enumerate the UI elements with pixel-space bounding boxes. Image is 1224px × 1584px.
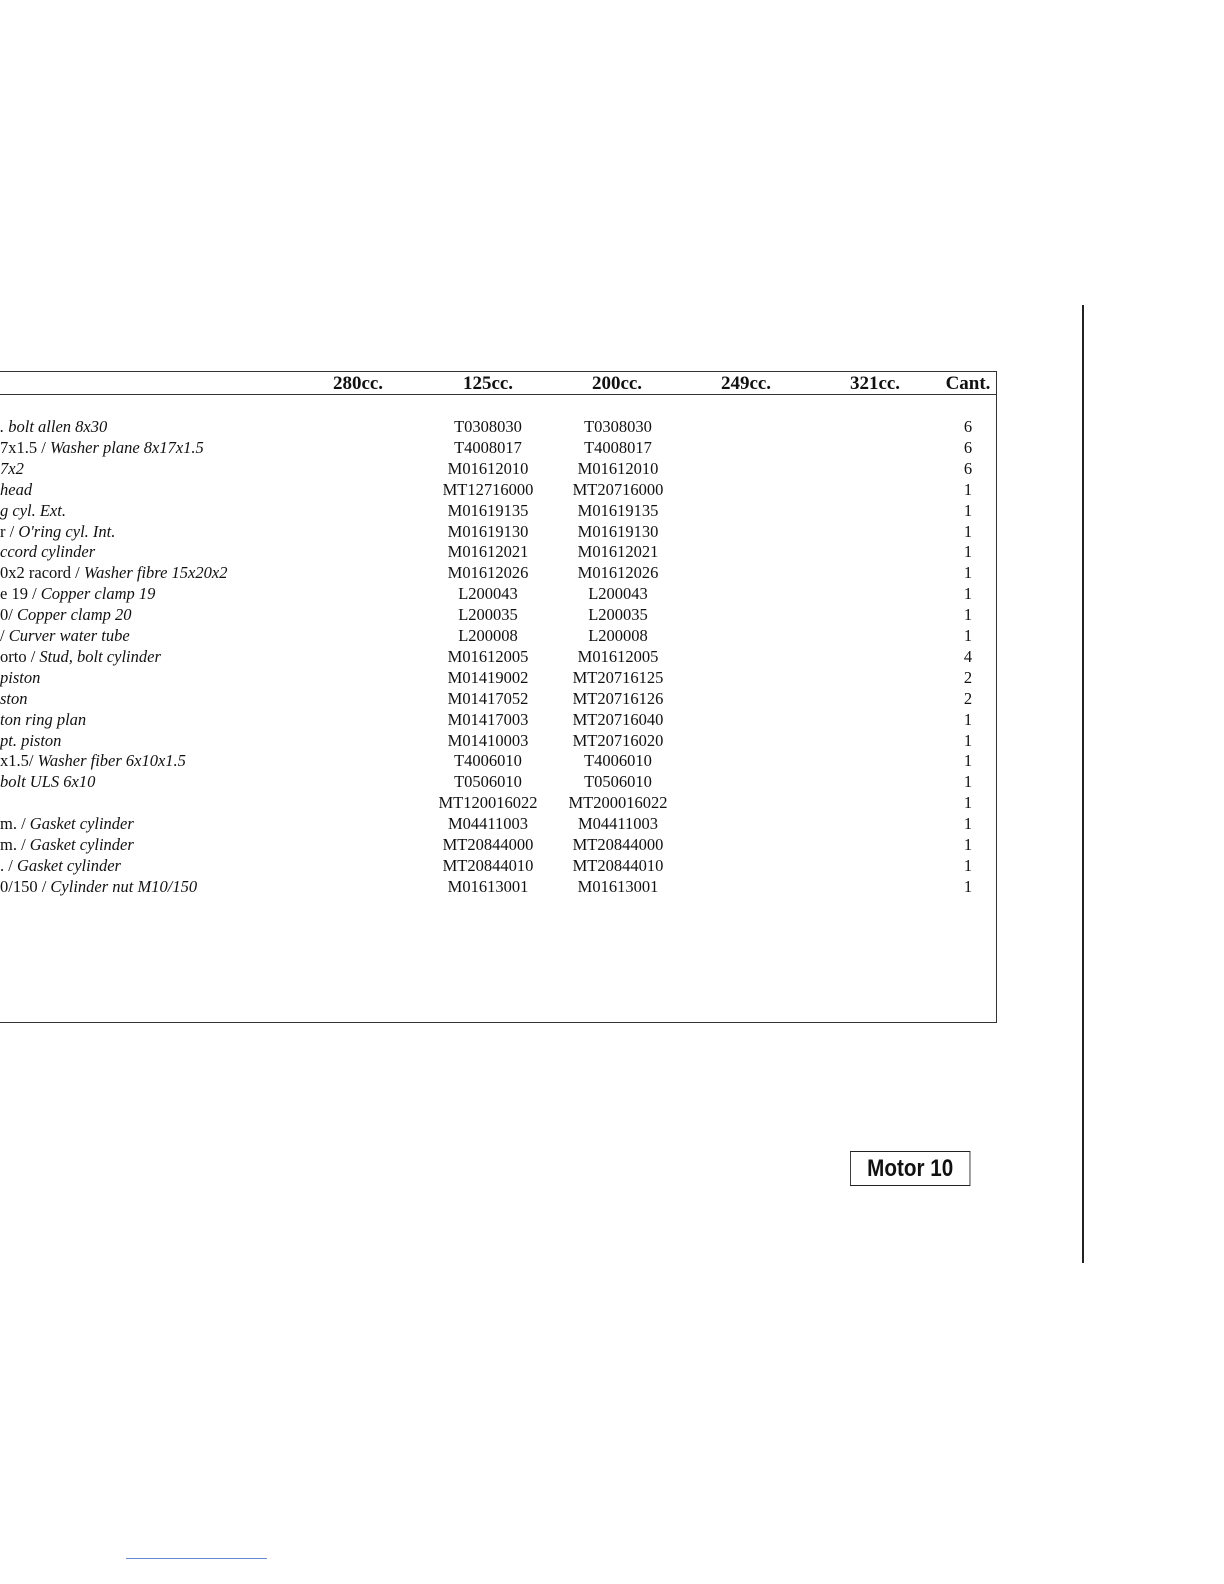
- description-english: Stud, bolt cylinder: [39, 646, 161, 666]
- description-english: 7x2: [0, 458, 24, 478]
- quantity: 1: [963, 479, 973, 499]
- part-code-125cc: MT20844000: [442, 835, 534, 854]
- part-code-200cc: M01619130: [577, 521, 659, 541]
- part-code-125cc: M01619130: [447, 521, 529, 541]
- part-code-125cc: T4008017: [454, 437, 522, 457]
- description-english: Washer plane 8x17x1.5: [49, 437, 204, 457]
- description-english: Washer fiber 6x10x1.5: [37, 751, 186, 771]
- row-description: [0, 835, 134, 855]
- part-code-200cc: MT20716020: [572, 730, 664, 750]
- row-description: [0, 856, 121, 876]
- part-code-200cc: L200043: [588, 584, 648, 604]
- part-code-125cc: M01612005: [447, 646, 529, 666]
- part-code-125cc: M04411003: [447, 814, 529, 834]
- quantity: 6: [963, 437, 973, 457]
- description-english: Copper clamp 19: [40, 584, 156, 604]
- part-code-125cc: M01619135: [447, 500, 529, 520]
- row-description: [0, 542, 95, 562]
- part-code-125cc: T4006010: [454, 751, 522, 771]
- part-code-125cc: M01419002: [447, 667, 529, 687]
- quantity: 1: [963, 521, 973, 541]
- description-english: ccord cylinder: [0, 542, 96, 562]
- quantity: 1: [963, 584, 973, 604]
- row-description: [0, 522, 115, 542]
- quantity: 4: [963, 646, 973, 666]
- description-english: ton ring plan: [0, 709, 87, 729]
- quantity: 1: [963, 835, 973, 854]
- part-code-125cc: L200043: [458, 584, 518, 604]
- description-english: g cyl. Ext.: [0, 500, 66, 520]
- part-code-200cc: MT20716126: [572, 688, 664, 708]
- part-code-125cc: M01410003: [447, 730, 529, 750]
- description-english: Washer fibre 15x20x2: [83, 563, 228, 583]
- part-code-125cc: M01417052: [447, 688, 529, 708]
- description-spanish: m. /: [0, 835, 30, 854]
- part-code-125cc: M01612026: [447, 563, 529, 583]
- row-description: [0, 877, 197, 897]
- part-code-200cc: T0506010: [584, 772, 652, 792]
- row-description: [0, 626, 130, 646]
- description-spanish: r /: [0, 521, 19, 541]
- description-english: Gasket cylinder: [16, 855, 121, 875]
- quantity: 1: [963, 751, 973, 771]
- row-description: [0, 459, 24, 479]
- description-spanish: 0/150 /: [0, 876, 51, 896]
- quantity: 1: [963, 626, 973, 645]
- part-code-200cc: MT20844010: [572, 855, 664, 875]
- part-code-200cc: MT20844000: [572, 835, 664, 854]
- section-badge: Motor 10: [850, 1151, 970, 1186]
- description-english: piston: [0, 667, 41, 687]
- row-description: [0, 772, 95, 792]
- row-description: [0, 584, 155, 604]
- description-english: O'ring cyl. Int.: [18, 521, 116, 541]
- description-english: Curver water tube: [8, 626, 130, 645]
- part-code-200cc: MT20716040: [572, 709, 664, 729]
- row-description: [0, 605, 132, 625]
- row-description: [0, 501, 66, 521]
- col-header-cant: Cant.: [945, 373, 991, 394]
- part-code-125cc: MT12716000: [442, 479, 534, 499]
- part-code-125cc: L200008: [458, 626, 518, 645]
- quantity: 2: [963, 667, 973, 687]
- row-description: [0, 710, 86, 730]
- quantity: 1: [963, 709, 973, 729]
- quantity: 6: [963, 417, 973, 436]
- description-english: Gasket cylinder: [29, 814, 134, 834]
- col-header-249cc: 249cc.: [720, 373, 772, 394]
- description-spanish: x1.5/: [0, 751, 38, 771]
- part-code-200cc: T0308030: [584, 417, 652, 436]
- description-english: pt. piston: [0, 730, 62, 750]
- quantity: 1: [963, 793, 973, 813]
- part-code-200cc: MT20716125: [572, 667, 664, 687]
- quantity: 1: [963, 876, 973, 896]
- quantity: 1: [963, 772, 973, 792]
- part-code-125cc: MT20844010: [442, 855, 534, 875]
- description-spanish: 7x1.5 /: [0, 437, 50, 457]
- description-english: Cylinder nut M10/150: [50, 876, 198, 896]
- description-english: Gasket cylinder: [29, 835, 134, 854]
- quantity: 6: [963, 458, 973, 478]
- part-code-200cc: M01612021: [577, 542, 659, 562]
- part-code-200cc: M01613001: [577, 876, 659, 896]
- part-code-125cc: M01612021: [447, 542, 529, 562]
- footer-rule: [126, 1558, 267, 1559]
- part-code-200cc: L200035: [588, 605, 648, 625]
- description-spanish: e 19 /: [0, 584, 41, 604]
- col-header-321cc: 321cc.: [849, 373, 901, 394]
- row-description: [0, 647, 161, 667]
- part-code-200cc: M01612005: [577, 646, 659, 666]
- part-code-200cc: M01619135: [577, 500, 659, 520]
- col-header-200cc: 200cc.: [591, 373, 643, 394]
- description-english: . bolt allen 8x30: [0, 417, 108, 436]
- description-english: head: [0, 479, 33, 499]
- description-english: Copper clamp 20: [16, 605, 132, 625]
- part-code-200cc: MT200016022: [568, 793, 668, 813]
- quantity: 2: [963, 688, 973, 708]
- row-description: [0, 731, 61, 751]
- col-header-125cc: 125cc.: [462, 373, 514, 394]
- part-code-200cc: L200008: [588, 626, 648, 645]
- col-header-280cc: 280cc.: [332, 373, 384, 394]
- row-description: [0, 668, 40, 688]
- part-code-125cc: L200035: [458, 605, 518, 625]
- row-description: [0, 814, 134, 834]
- part-code-125cc: M01613001: [447, 876, 529, 896]
- part-code-125cc: MT120016022: [438, 793, 538, 813]
- row-description: [0, 438, 204, 458]
- part-code-200cc: M04411003: [577, 814, 659, 834]
- quantity: 1: [963, 605, 973, 625]
- quantity: 1: [963, 730, 973, 750]
- row-description: [0, 417, 107, 437]
- description-spanish: 0x2 racord /: [0, 563, 84, 583]
- part-code-200cc: T4008017: [584, 437, 652, 457]
- page-margin-rule: [1082, 305, 1084, 1263]
- description-english: bolt ULS 6x10: [0, 772, 96, 792]
- part-code-200cc: M01612010: [577, 458, 659, 478]
- row-description: [0, 563, 227, 583]
- part-code-125cc: M01417003: [447, 709, 529, 729]
- description-spanish: 0/: [0, 605, 17, 625]
- quantity: 1: [963, 542, 973, 562]
- description-spanish: m. /: [0, 814, 30, 834]
- description-spanish: orto /: [0, 646, 40, 666]
- row-description: [0, 751, 186, 771]
- part-code-125cc: M01612010: [447, 458, 529, 478]
- description-spanish: /: [0, 626, 9, 645]
- description-spanish: . /: [0, 855, 17, 875]
- quantity: 1: [963, 563, 973, 583]
- description-english: ston: [0, 688, 28, 708]
- part-code-125cc: T0308030: [454, 417, 522, 436]
- quantity: 1: [963, 814, 973, 834]
- quantity: 1: [963, 500, 973, 520]
- quantity: 1: [963, 855, 973, 875]
- part-code-125cc: T0506010: [454, 772, 522, 792]
- part-code-200cc: T4006010: [584, 751, 652, 771]
- part-code-200cc: MT20716000: [572, 479, 664, 499]
- row-description: [0, 689, 28, 709]
- part-code-200cc: M01612026: [577, 563, 659, 583]
- row-description: [0, 480, 32, 500]
